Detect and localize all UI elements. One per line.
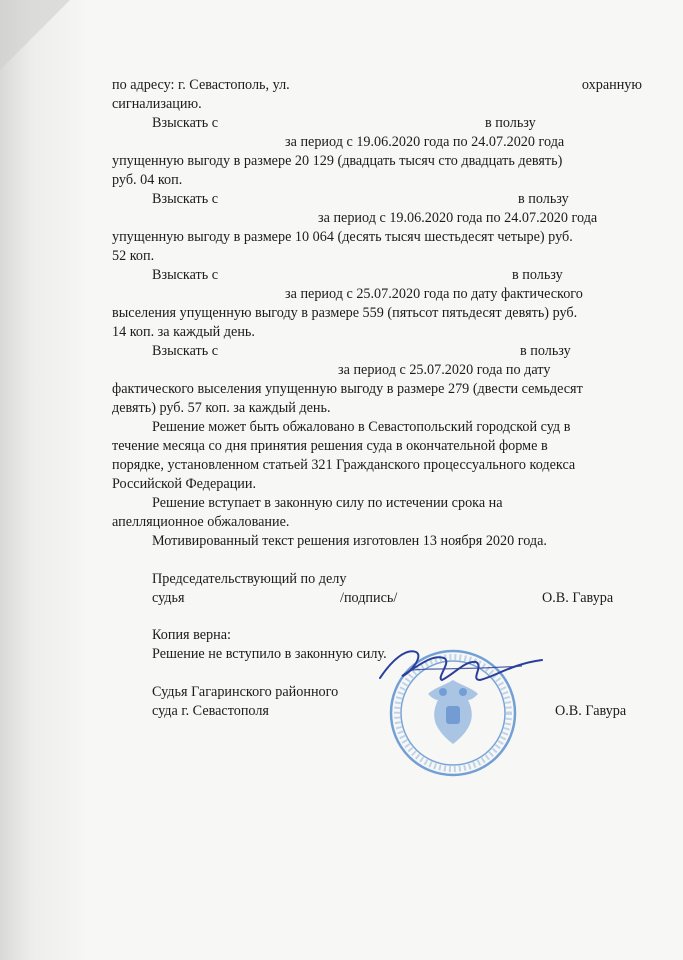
text-line	[285, 133, 642, 152]
text-line: Решение вступает в законную силу по истечении срока на	[152, 495, 503, 511]
address-end-text: охранную	[581, 77, 642, 93]
text-line: упущенную выгоду в размере 10 064 (десять тысяч шестьдесят четыре) руб.	[112, 229, 573, 245]
collect-from-label: Взыскать с	[152, 267, 219, 283]
text-line: порядке, установленном статьей 321 Гражданского процессуального кодекса	[112, 457, 576, 473]
text-line: 52 коп.	[112, 248, 155, 264]
signature-placeholder: /подпись/	[340, 590, 398, 606]
text-line: упущенную выгоду в размере 20 129 (двадцать тысяч сто двадцать девять)	[112, 153, 563, 169]
copy-certified-label: Копия верна:	[152, 627, 231, 643]
not-in-force-label: Решение не вступило в законную силу.	[152, 646, 387, 662]
in-favor-label: в пользу	[512, 267, 563, 283]
court-judge-label: Судья Гагаринского районного	[152, 684, 339, 700]
text-line: выселения упущенную выгоду в размере 559 (пятьсот пятьдесят девять) руб.	[112, 305, 578, 321]
certifying-judge-name: О.В. Гавура	[555, 703, 627, 719]
text-line: апелляционное обжалование.	[112, 514, 290, 530]
page-fold-shadow	[0, 0, 90, 960]
text-line: течение месяца со дня принятия решения суда в окончательной форме в	[112, 438, 548, 454]
judge-name: О.В. Гавура	[542, 590, 614, 606]
period-text: за период с 19.06.2020 года по 24.07.2020 года	[285, 134, 565, 150]
page-corner-shadow	[0, 0, 70, 70]
period-text: за период с 19.06.2020 года по 24.07.2020 года	[318, 210, 598, 226]
collect-from-label: Взыскать с	[152, 191, 219, 207]
in-favor-label: в пользу	[485, 115, 536, 131]
text-line: Российской Федерации.	[112, 476, 257, 492]
text-line: 14 коп. за каждый день.	[112, 324, 255, 340]
collect-from-label: Взыскать с	[152, 343, 219, 359]
text-line: сигнализацию.	[112, 96, 202, 112]
in-favor-label: в пользу	[518, 191, 569, 207]
court-city-label: суда г. Севастополя	[152, 703, 269, 719]
text-line: фактического выселения упущенную выгоду в размере 279 (двести семьдесят	[112, 381, 583, 397]
period-text: за период с 25.07.2020 года по дату фактического	[285, 286, 583, 302]
text-line: Мотивированный текст решения изготовлен 13 ноября 2020 года.	[152, 533, 547, 549]
text-line: руб. 04 коп.	[112, 172, 183, 188]
handwritten-signature-icon	[372, 640, 552, 700]
text-line: девять) руб. 57 коп. за каждый день.	[112, 400, 331, 416]
text-line: Решение может быть обжаловано в Севастопольский городской суд в	[152, 419, 571, 435]
collect-from-label: Взыскать с	[152, 115, 219, 131]
text-line	[112, 76, 642, 95]
in-favor-label: в пользу	[520, 343, 571, 359]
presiding-label: Председательствующий по делу	[152, 571, 347, 587]
judge-label: судья	[152, 590, 185, 606]
address-text: по адресу: г. Севастополь, ул.	[112, 77, 290, 93]
period-text: за период с 25.07.2020 года по дату	[338, 362, 551, 378]
